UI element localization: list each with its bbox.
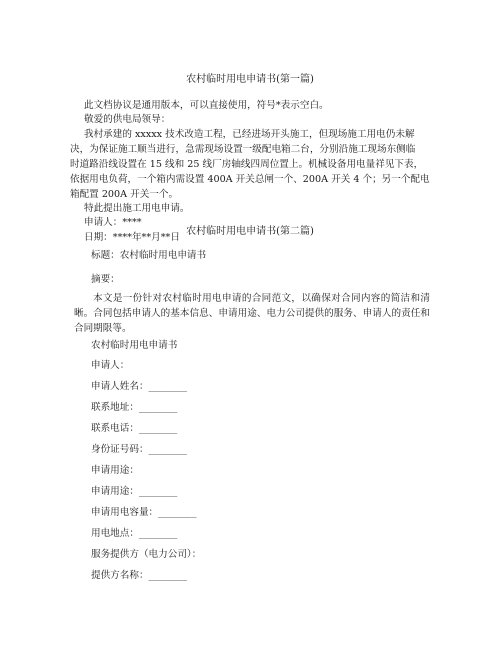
form-field-address: 联系地址：________ (91, 402, 178, 413)
form-field-name: 申请人姓名：________ (91, 381, 187, 392)
form-field-phone: 联系电话：________ (91, 423, 178, 434)
section1-date: 日期：****年**月**日 (84, 232, 180, 243)
section1-body-line: 箱配置 200A 开关一个。 (70, 189, 179, 200)
section1-salutation: 敬爱的供电局领导： (84, 114, 171, 125)
section1-notice: 此文档协议是通用版本，可以直接使用，符号*表示空白。 (84, 100, 329, 111)
section1-request: 特此提出施工用电申请。 (84, 203, 190, 214)
section1-title: 农村临时用电申请书(第一篇) (186, 74, 314, 85)
form-field-purpose: 申请用途：________ (91, 486, 178, 497)
form-field-purpose-heading: 申请用途： (91, 465, 139, 476)
form-field-location: 用电地点：________ (91, 528, 178, 539)
form-field-applicant: 申请人： (91, 360, 130, 371)
section2-subtitle: 标题：农村临时用电申请书 (91, 250, 207, 261)
section2-abstract-text: 本文是一份针对农村临时用电申请的合同范文，以确保对合同内容的简洁和清晰。合同包括申请人的基本信息、申请用途、电力公司提供的服务、申请人的责任和合同期限等。 (74, 293, 430, 334)
section2-abstract-label: 摘要： (91, 274, 120, 285)
section1-body-line: 依据用电负荷，一个箱内需设置 400A 开关总闸一个、200A 开关 4 个；另一个配电 (70, 174, 430, 185)
section1-applicant: 申请人：**** (84, 217, 142, 228)
form-field-capacity: 申请用电容量：________ (91, 507, 197, 518)
section1-body-line: 时道路沿线设置在 15 线和 25 线厂房轴线四周位置上。机械设备用电量祥见下表， (70, 159, 424, 170)
section1-body-line: 决，为保证施工顺当进行，急需现场设置一级配电箱二台，分别沿施工现场东侧临 (70, 144, 416, 155)
form-field-provider-heading: 服务提供方（电力公司）： (91, 549, 202, 560)
form-field-id-number: 身份证号码：________ (91, 444, 187, 455)
section2-title: 农村临时用电申请书(第二篇) (186, 226, 314, 237)
form-title: 农村临时用电申请书 (91, 340, 178, 351)
section1-body-line: 我村承建的 xxxxx 技术改造工程，已经进场开头施工，但现场施工用电仍未解 (84, 129, 415, 140)
form-field-provider-name: 提供方名称：________ (91, 570, 187, 581)
